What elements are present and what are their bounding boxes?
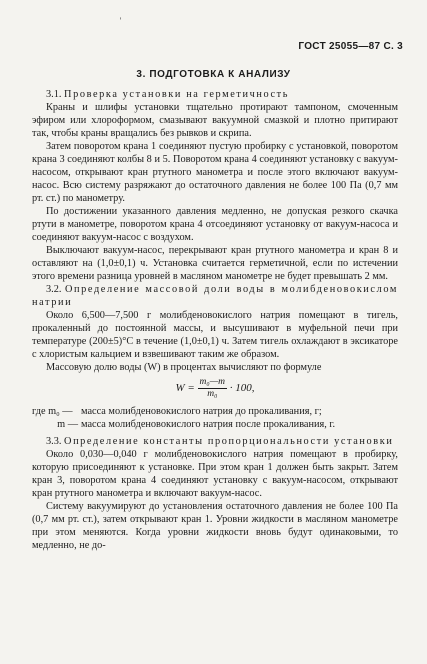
subsection-heading-3-2 — [32, 283, 398, 309]
formula-numerator: m₀—m — [199, 377, 226, 387]
paragraph: Массовую долю воды (W) в процентах вычисляют по формуле — [46, 362, 322, 373]
subsection-title: Определение константы пропорциональности установки — [64, 436, 394, 447]
formula-lhs: W = — [175, 382, 195, 395]
formula-fraction — [198, 377, 227, 400]
paragraph: Около 0,030—0,040 г молибденовокислого натрия помещают в пробирку, которую присоединяют к установке. При этом кран 1 должен быть закрыт. Затем кран 3, поворотом крана 4 соединяют установку с вакуум-насосом, открывают кран ртутного манометра и включают вакуум-насос. — [32, 449, 398, 499]
paragraph: По достижении указанного давления медленно, не допуская резкого скачка ртути в манометре, поворотом крана 4 отсоединяют установку от вакуум-насоса и соединяют вакуум-насос с воздухом. — [32, 206, 398, 243]
section-title: 3. ПОДГОТОВКА К АНАЛИЗУ — [136, 69, 291, 80]
legend-label: где m₀ — — [32, 406, 73, 417]
margin-mark: ' — [119, 16, 121, 26]
subsection-number: 3.3. — [46, 436, 62, 447]
paragraph: Затем поворотом крана 1 соединяют пустую пробирку с установкой, поворотом крана 3 соединяют колбы 8 и 5. Поворотом крана 4 соединяют установку с вакуум-насосом, открывают кран ртутного манометра и после этого включают вакуум-насос. Всю систему разряжают до остаточного давления не более 100 Па (0,7 мм рт. ст.) по манометру. — [32, 141, 398, 204]
legend-text: масса молибденовокислого натрия после прокаливания, г. — [81, 419, 336, 430]
legend-text: масса молибденовокислого натрия до прокаливания, г; — [81, 406, 322, 417]
paragraph: Краны и шлифы установки тщательно протирают тампоном, смоченным эфиром или хлороформом, смазывают вакуумной смазкой и плотно притирают так, чтобы краны вращались без рывков и скрипа. — [32, 102, 398, 139]
document-body — [32, 88, 398, 552]
formula-rhs: · 100, — [229, 382, 255, 395]
subsection-title: Определение массовой доли воды в молибденовокислом натрии — [32, 284, 398, 308]
subsection-number: 3.2. — [46, 284, 62, 295]
water-fraction-formula — [32, 377, 398, 400]
paragraph: Выключают вакуум-насос, перекрывают кран ртутного манометра и кран 8 и оставляют на (1,0±0,1) ч. Установка считается герметичной, если по истечении этого времени разница уровней в масляном манометре не будет превышать 2 мм. — [32, 245, 398, 282]
subsection-number: 3.1. — [46, 89, 62, 100]
legend-label: m — — [57, 419, 78, 430]
subsection-heading-3-3 — [32, 435, 398, 448]
paragraph: Около 6,500—7,500 г молибденовокислого натрия помещают в тигель, прокаленный до постоянной массы, и высушивают в муфельной печи при температуре (200±5)°С в течение (1,0±0,1) ч. Затем тигель охлаждают в эксикаторе с хлористым кальцием и взвешивают таким же образом. — [32, 310, 398, 360]
page-header: ГОСТ 25055—87 С. 3 — [298, 41, 403, 52]
paragraph: Систему вакуумируют до установления остаточного давления не более 100 Па (0,7 мм рт. ст.), затем открывают кран 1. Уровни жидкости в масляном манометре при этом меняются. Когда уровни жидкости вновь будут одинаковыми, то медленно, не до- — [32, 501, 398, 551]
formula-legend — [32, 405, 398, 431]
subsection-title: Проверка установки на герметичность — [64, 89, 290, 100]
formula-denominator: m₀ — [207, 389, 218, 399]
subsection-heading-3-1 — [32, 88, 398, 101]
